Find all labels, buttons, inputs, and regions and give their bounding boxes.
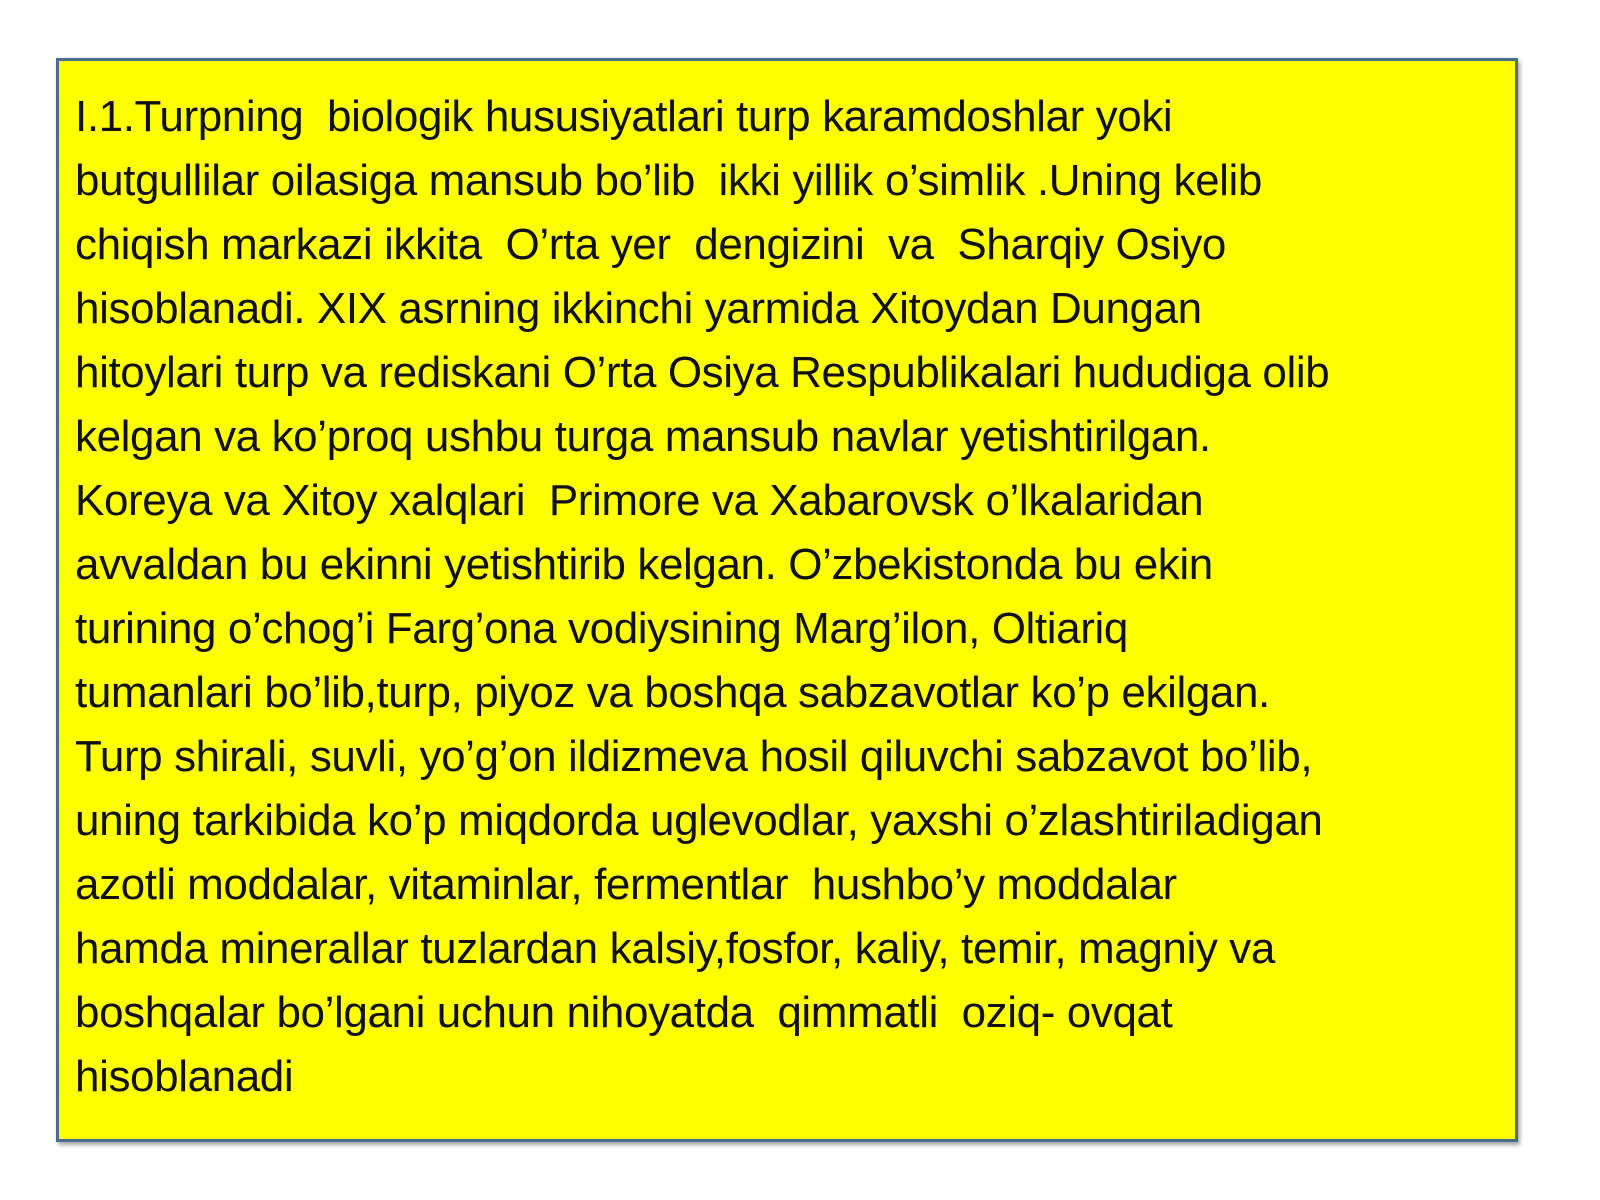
text-line: butgullilar oilasiga mansub bo’lib ikki yillik o’simlik .Uning kelib bbox=[75, 156, 1262, 205]
text-line: uning tarkibida ko’p miqdorda uglevodlar, yaxshi o’zlashtiriladigan bbox=[75, 796, 1323, 845]
text-line: tumanlari bo’lib,turp, piyoz va boshqa sabzavotlar ko’p ekilgan. bbox=[75, 668, 1270, 717]
text-line: Koreya va Xitoy xalqlari Primore va Xabarovsk o’lkalaridan bbox=[75, 476, 1204, 525]
text-line: hisoblanadi. XIX asrning ikkinchi yarmida Xitoydan Dungan bbox=[75, 284, 1202, 333]
text-line: azotli moddalar, vitaminlar, fermentlar hushbo’y moddalar bbox=[75, 860, 1177, 909]
text-box bbox=[56, 58, 1518, 1142]
text-line: turining o’chog’i Farg’ona vodiysining Marg’ilon, Oltiariq bbox=[75, 604, 1128, 653]
text-line: hamda minerallar tuzlardan kalsiy,fosfor, kaliy, temir, magniy va bbox=[75, 924, 1275, 973]
text-line: hitoylari turp va rediskani O’rta Osiya Respublikalari hududiga olib bbox=[75, 348, 1330, 397]
text-line: boshqalar bo’lgani uchun nihoyatda qimmatli oziq- ovqat bbox=[75, 988, 1173, 1037]
text-line: I.1.Turpning biologik hususiyatlari turp karamdoshlar yoki bbox=[75, 92, 1173, 141]
text-line: Turp shirali, suvli, yo’g’on ildizmeva hosil qiluvchi sabzavot bo’lib, bbox=[75, 732, 1313, 781]
text-line: avvaldan bu ekinni yetishtirib kelgan. O’zbekistonda bu ekin bbox=[75, 540, 1213, 589]
text-line: hisoblanadi bbox=[75, 1052, 294, 1101]
text-line: kelgan va ko’proq ushbu turga mansub navlar yetishtirilgan. bbox=[75, 412, 1211, 461]
text-line: chiqish markazi ikkita O’rta yer dengizini va Sharqiy Osiyo bbox=[75, 220, 1227, 269]
